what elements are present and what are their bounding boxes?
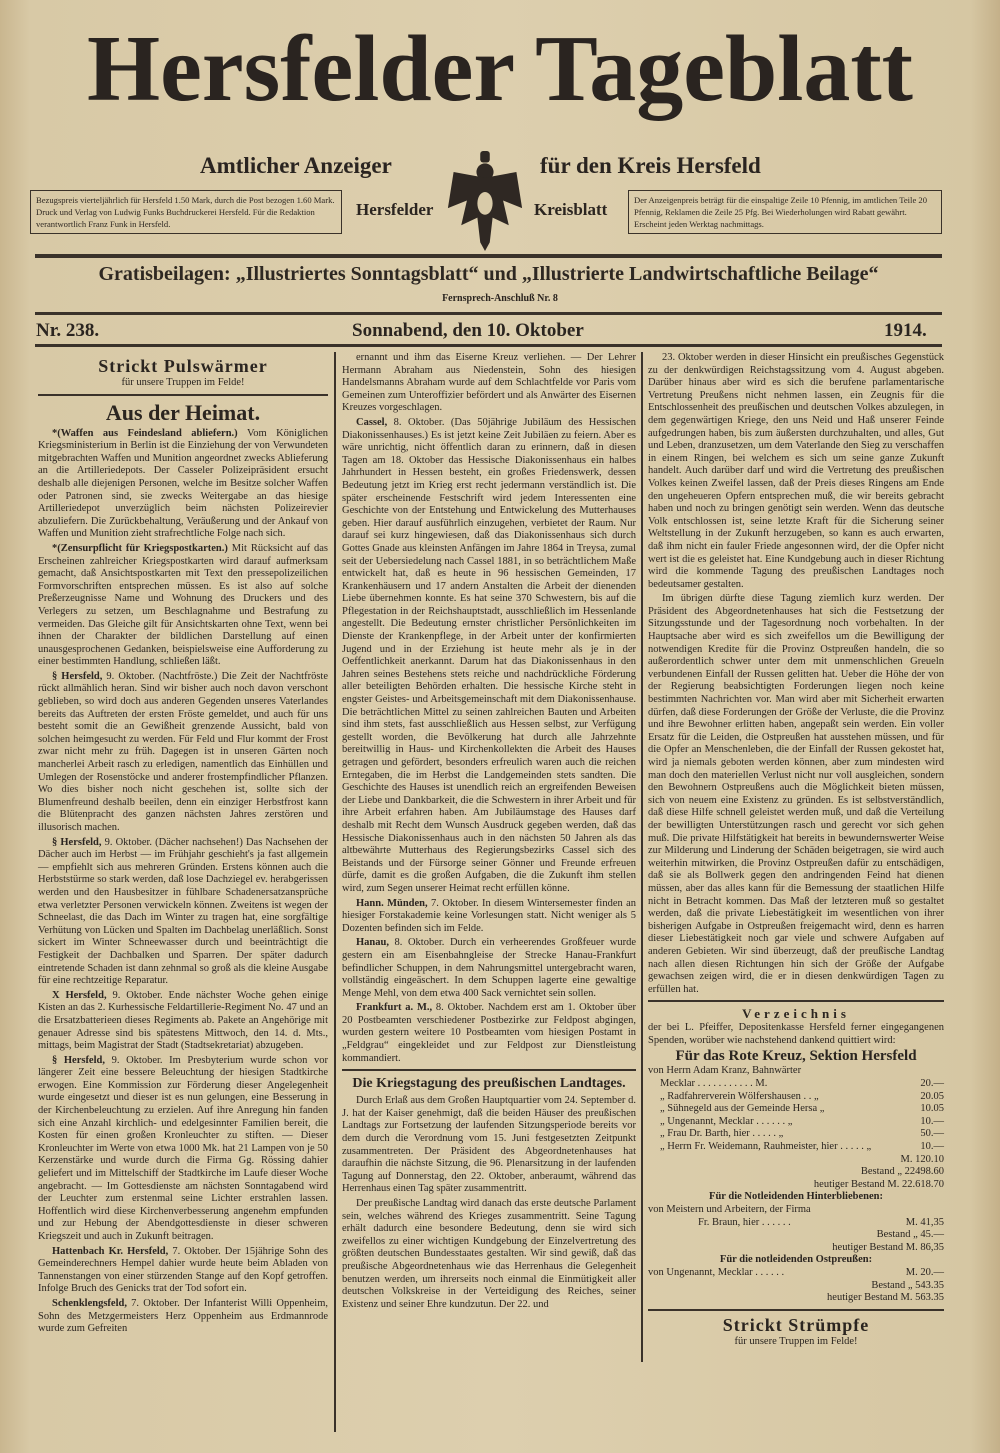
ad-struempfe-subtitle: für unsere Truppen im Felde! bbox=[734, 1335, 858, 1347]
column-rule bbox=[334, 352, 336, 1432]
donation-bestand: Bestand „ 543.35 bbox=[871, 1279, 944, 1291]
donation-line: von Meistern und Arbeitern, der Firma bbox=[648, 1204, 811, 1215]
ad-struempfe-title: Strickt Strümpfe bbox=[722, 1314, 870, 1335]
emblem-label-left: Hersfelder bbox=[356, 200, 434, 219]
paragraph-text: 9. Oktober. Ende nächster Woche gehen einige Kisten an das 2. Kurhessische Feldartillerie-Regiment No. 47 und an die Ersatzbatterieen dieses Regiments ab. Pakete an Angehörige mit genauer Adresse sind bis spätestens Mittwoch, den 14. d. Mts., mittags, beim Magistrat der Stadt (Stadtsekretariat) abzugeben. bbox=[38, 989, 328, 1052]
masthead-title: Hersfelder Tageblatt bbox=[87, 17, 913, 121]
donor: „ Radfahrerverein Wölfershausen . . „ bbox=[660, 1090, 819, 1102]
column-1 bbox=[38, 352, 328, 1338]
amount: 20.— bbox=[920, 1078, 944, 1090]
dateline: X Hersfeld, bbox=[52, 989, 107, 1001]
donation-item bbox=[648, 1103, 944, 1116]
news-paragraph bbox=[38, 837, 328, 988]
article-continuation bbox=[648, 352, 944, 996]
donation-subheading: Für die Notleidenden Hinterbliebenen: bbox=[709, 1191, 883, 1203]
dateline: Hann. Münden, bbox=[356, 897, 428, 909]
dateline: § Hersfeld, bbox=[52, 670, 103, 682]
amount: 10.05 bbox=[920, 1103, 944, 1115]
amount: 10.— bbox=[920, 1115, 944, 1127]
column-3 bbox=[648, 352, 944, 1350]
news-paragraph bbox=[342, 417, 636, 896]
news-paragraph bbox=[38, 671, 328, 835]
news-paragraph: Im übrigen dürfte diese Tagung ziemlich kurz werden. Der Präsident des Abgeordnetenhauses hat sich die Festsetzung der Sitzungsstunde und der Tagesordnung noch vorbehalten. In der Hauptsache aber wird es sich zweifellos um die Bewilligung der notwendigen Kredite für die Provinz Ostpreußen handeln, die so außerordentlich schwer unter dem mit unmenschlichen Greueln verbundenen Einfall der Russen gelitten hat. Ueber die Höhe der von der Regierung beabsichtigten Forderungen liegen noch keine bestimmten Nachrichten vor. Man wird aber mit Sicherheit erwarten dürfen, daß diese Forderungen der Größe der Verluste, die die Provinz und ihre Bewohner erlitten haben, angepaßt sein werden. Ein voller Ersatz für die Leiden, die Ostpreußen hat ausstehen müssen, und für die Opfer an Menschenleben, die der Einfall der Russen gekostet hat, wird ja niemals geboten werden können, aber zum mindesten wird man doch den materiellen Verlust nicht nur voll ausgleichen, sondern den Bewohnern Ostpreußens auch die Möglichkeit bieten müssen, sich von neuem eine Existenz zu gründen. Es ist selbstverständlich, daß diese Hilfe schnell geleistet werden muß, und daß die Verteilung der bewilligten Unterstützungen rasch und gerecht vor sich gehen muß. Die private Hilfstätigkeit hat bereits in bewundernswerter Weise zur Milderung und Linderung der Schäden beigetragen, sie wird auch weiterhin mitwirken, die Provinz Ostpreußen dafür zu entschädigen, daß sie als Bollwerk gegen den andringenden Feind hat dienen müssen, aber das alles kann für die Bemessung der staatlichen Hilfe nicht in Betracht kommen. Das Maß der letzteren muß so gestaltet werden, daß die private Liebestätigkeit im wesentlichen von ihrer bisherigen Aufgabe in Ostpreußen freigemacht wird, denn es harren dieser Liebestätigkeit noch gar viele und schwere Aufgaben auf anderen Gebieten. Wir sind überzeugt, daß der preußische Landtag nach allen diesen Richtungen hin sich der Größe der Aufgabe gewachsen zeigen wird, die er in diesen denkwürdigen Tagen zu erfüllen hat. bbox=[648, 593, 944, 995]
column-rule bbox=[641, 352, 643, 1362]
paragraph-text: 9. Oktober. (Nachtfröste.) Die Zeit der Nachtfröste rückt allmählich heran. Sind wir bisher auch noch davon verschont geblieben, so wird doch aus anderen Gegenden unseres Vaterlandes bereits das Auftreten der ersten Fröste gemeldet, und auch für uns besteht somit die an Gewißheit grenzende Aussicht, bald von solchen heimgesucht zu werden. Für Feld und Flur kommt der Frost zwar nicht mehr zu früh. Dagegen ist in unseren Gärten noch mancherlei Arbeit rasch zu erledigen, namentlich das Einhüllen und Umlegen der Rosenstöcke und anderer frostempfindlicher Pflanzen. Wo dies bisher noch nicht geschehen ist, sollte sich der Blumenfreund deshalb beeilen, denn ein einziger Herbstfrost kann die Blütenpracht des ganzen nächsten Jahres zerstören und illusorisch machen. bbox=[38, 670, 328, 833]
donation-bestand: Bestand „ 22498.60 bbox=[860, 1166, 944, 1178]
advertising-rates-box: Der Anzeigenpreis beträgt für die einspaltige Zeile 10 Pfennig, im amtlichen Teile 20 Pfennig, Reklamen die Zeile 25 Pfg. Bei Wiederholungen wird Rabatt gewährt. Erscheint jeden Werktag nachmittags. bbox=[628, 190, 942, 234]
donation-item bbox=[648, 1116, 944, 1129]
news-paragraph bbox=[342, 352, 636, 415]
news-paragraph: Durch Erlaß aus dem Großen Hauptquartier vom 24. September d. J. hat der Kaiser genehmigt, daß die beiden Häuser des preußischen Landtags zur Fortsetzung der laufenden Sitzungsperiode bereits vor dem durch die Verordnung vom 15. Juni festgesetzten Zeitpunkt zusammentreten. Der Präsident des Abgeordnetenhauses hat daraufhin die nächste Sitzung, die 96. Plenarsitzung in der laufenden Tagung auf Donnerstag, den 22. Oktober, anberaumt, während das Herrenhaus einen Tag später zusammentritt. bbox=[342, 1095, 636, 1195]
amount: 20.05 bbox=[920, 1090, 944, 1102]
divider bbox=[35, 312, 942, 315]
donation-sum: M. 120.10 bbox=[900, 1153, 944, 1165]
paragraph-text: 7. Oktober. Der 15jährige Sohn des Gemeinderechners Hempel dahier wurde heute beim Abladen von Tannenstangen von einer stürzenden Stange auf den Kopf getroffen. Infolge Bruch des Genicks trat der Tod sofort ein. bbox=[38, 1245, 328, 1295]
paragraph-text: 9. Oktober. (Dächer nachsehen!) Das Nachsehen der Dächer auch im Herbst — im Frühjahr geschieht's ja fast allgemein — empfiehlt sich aus mehreren Gründen. Erstens können auch die Herbststürme so stark werden, daß lose Dachziegel ev. herabgerissen werden und den Hausbesitzer in fühlbare Schadenersatzansprüche etwa verletzter Personen verwickeln können. Zweitens ist wegen der Schneelast, die das Dach im Winter zu tragen hat, eine sorgfältige Verhütung von Lücken und Spalten im Dachbelag unerläßlich. Sonst sickert im Winter Schneewasser durch und beeinträchtigt die Festigkeit der Dachbalken und Sparren. Der später dadurch eintretende Schaden ist dann zehnmal so groß als die kleine Ausgabe für eine rechtzeitige Reparatur. bbox=[38, 836, 328, 987]
paragraph-text: ernannt und ihm das Eiserne Kreuz verliehen. — Der Lehrer Hermann Abraham aus Niedenstein, Sohn des hiesigen Handelsmanns Abraham wurde auf dem Schlachtfelde vor Paris vom Gemeinen zum Unteroffizier befördert und als Anwärter des Eisernen Kreuzes vorgeschlagen. bbox=[342, 352, 636, 414]
divider bbox=[38, 394, 328, 396]
dateline: Frankfurt a. M., bbox=[356, 1002, 433, 1014]
donation-bestand: Bestand „ 45.— bbox=[876, 1229, 944, 1241]
telephone-line: Fernsprech-Anschluß Nr. 8 bbox=[442, 293, 558, 304]
paragraph-text: 8. Oktober. Durch ein verheerendes Großfeuer wurde gestern ein am Eisenbahngleise der Strecke Hanau-Frankfurt befindlicher Schuppen, in dem Nahrungsmittel untergebracht waren, vollständig eingeäschert. In dem Schuppen lagerte eine gewaltige Menge Mehl, von dem etwa 400 Sack vernichtet sein sollen. bbox=[342, 937, 636, 999]
news-items bbox=[342, 352, 636, 1065]
paragraph-text: Mit Rücksicht auf das Erscheinen zahlreicher Kriegspostkarten wird darauf aufmerksam gemacht, daß Ansichtspostkarten mit Text den pressepolizeilichen Formvorschriften entsprechen müssen. Es ist also auf solche Preßerzeugnisse Name und Wohnung des Druckers und des Verlegers zu setzen, um Beschlagnahme und Bestrafung zu vermeiden. Das Gleiche gilt für Ansichtskarten ohne Text, wenn bei ihnen der Charakter der bildlichen Darstellung auf einen unausgesprochenen Gedanken, beispielsweise eine Aufforderung zu einer bestimmten Handlung, schließen läßt. bbox=[38, 542, 328, 668]
donation-item bbox=[648, 1141, 944, 1154]
masthead-subtitle-left: Amtlicher Anzeiger bbox=[200, 153, 392, 178]
eagle-emblem-icon bbox=[446, 150, 524, 252]
donor: Fr. Braun, hier . . . . . . bbox=[698, 1216, 791, 1228]
donation-subheading: Für die notleidenden Ostpreußen: bbox=[719, 1254, 873, 1266]
news-paragraph bbox=[342, 1002, 636, 1065]
dateline: Hanau, bbox=[356, 937, 389, 949]
ad-pulswaermer-subtitle: für unsere Truppen im Felde! bbox=[121, 377, 245, 388]
news-paragraph: Der preußische Landtag wird danach das erste deutsche Parlament sein, welches während des Krieges zusammentritt. Seine Tagung erhält dadurch eine besondere Bedeutung, denn sie wird sich zweifellos zu einer wichtigen Kundgebung der Einzelvertretung des größten deutschen Bundesstaates gestalten. Wir sind gewiß, daß das preußische Abgeordnetenhaus wie das Herrenhaus die Gelegenheit benutzen werden, um ihrerseits noch einmal die Einmütigkeit aller deutschen Volkskreise in der Verteidigung des Reiches, seiner Existenz und seiner Ehre kundzutun. Der 22. und bbox=[342, 1198, 636, 1310]
donation-item bbox=[648, 1078, 944, 1091]
donation-list bbox=[648, 1006, 944, 1304]
masthead-subtitle-right: für den Kreis Hersfeld bbox=[540, 153, 761, 178]
dateline: Hattenbach Kr. Hersfeld, bbox=[52, 1245, 169, 1257]
emblem-label-right: Kreisblatt bbox=[534, 200, 608, 219]
news-paragraph bbox=[38, 990, 328, 1053]
amount: 50.— bbox=[920, 1128, 944, 1140]
donor: „ Sühnegeld aus der Gemeinde Hersa „ bbox=[660, 1103, 825, 1115]
donation-items bbox=[648, 1078, 944, 1154]
divider bbox=[35, 344, 942, 347]
dateline: Schenklengsfeld, bbox=[52, 1297, 127, 1309]
issue-year: 1914. bbox=[884, 320, 927, 341]
ad-pulswaermer-title: Strickt Pulswärmer bbox=[98, 356, 268, 376]
donation-item bbox=[648, 1217, 944, 1230]
news-paragraph bbox=[38, 428, 328, 541]
news-paragraph: 23. Oktober werden in dieser Hinsicht ein preußisches Gegenstück zu der denkwürdigen Reichstagssitzung vom 4. August abgeben. Darüber hinaus aber wird es sich die berufene parlamentarische Vertretung Preußens nicht nehmen lassen, ein Zeugnis für die Entschlossenheit des preußischen und deutschen Volkes abzulegen, in dem gegenwärtigen Kriege, den uns Neid und Haß unserer Feinde aufgedrungen haben, bis zum äußersten durchzuhalten, und alles, Gut und Leben, dranzusetzen, um dem Vaterlande den Sieg zu verschaffen in einem Ringen, bei welchem es sich um seine ganze Zukunft handelt. Auch darüber darf und wird die Vertretung des preußischen Volkes keinen Zweifel lassen, daß der Preis dieses Ringens am Ende den ungeheueren Opfern entsprechen muß, die wir bereits gebracht haben und noch zu bringen genötigt sein werden. Wenn das deutsche Volk entschlossen ist, seine letzte Kraft für die Sicherung seiner Weltstellung in der Zukunft herzugeben, so kann es auch erwarten, daß ihm nicht ein fauler Friede angesonnen wird, der die Opfer nicht wert ist die es geleistet hat. Eine Kundgebung auch in dieser Richtung wird die kommende Tagung des preußischen Landtages noch bedeutsamer gestalten. bbox=[648, 352, 944, 590]
news-paragraph bbox=[342, 937, 636, 1000]
donation-list-title: Verzeichnis bbox=[742, 1006, 850, 1022]
article-title: Die Kriegstagung des preußischen Landtages. bbox=[352, 1076, 626, 1092]
donation-item bbox=[648, 1267, 944, 1280]
divider bbox=[342, 1069, 636, 1071]
red-cross-heading: Für das Rote Kreuz, Sektion Hersfeld bbox=[675, 1048, 917, 1065]
amount: 10.— bbox=[920, 1141, 944, 1153]
paragraph-text: 9. Oktober. Im Presbyterium wurde schon vor längerer Zeit eine bessere Beleuchtung der hiesigen Stadtkirche erwogen. Eine Kommission zur Förderung dieser Angelegenheit wurde eingesetzt und dieser ist es nun gelungen, eine Besserung in der Kirchenbeleuchtung zu erzielen. Auf ihre Anregung hin fanden sich eine Anzahl kirchlich- und edelgesinnter Familien bereit, die Kosten für einen großen Kronleuchter zu stiften. — Dieser Kronleuchter im Werte von etwa 1000 Mk. hat 21 Lampen von je 50 Kerzenstärke und wurde durch die Firma Gg. Rössing dahier geliefert und im Mittelschiff der Stadtkirche im Laufe dieser Woche angebracht. — Im Gottesdienste am nächsten Sonntagabend wird der Leuchter zum erstenmal seine Lichter erstrahlen lassen. Hoffentlich wird diese Kirchenverbesserung angenehm empfunden und zur Hebung der Abendgottesdienste in dieser schweren Kriegszeit und auch in Zukunft beitragen. bbox=[38, 1054, 328, 1242]
dateline: § Hersfeld, bbox=[52, 1054, 105, 1066]
donation-total: heutiger Bestand M. 563.35 bbox=[827, 1292, 944, 1304]
donation-total: heutiger Bestand M. 86,35 bbox=[832, 1241, 944, 1253]
donor: „ Herrn Fr. Weidemann, Rauhmeister, hier . . . . . „ bbox=[660, 1141, 872, 1153]
news-paragraph bbox=[38, 1246, 328, 1296]
donation-item bbox=[648, 1128, 944, 1141]
news-paragraph bbox=[38, 543, 328, 669]
donation-item bbox=[648, 1091, 944, 1104]
news-paragraph bbox=[342, 898, 636, 936]
amount: M. 20.— bbox=[905, 1266, 944, 1278]
donation-list-intro: der bei L. Pfeiffer, Depositenkasse Hersfeld ferner eingegangenen Spenden, worüber wie nachstehend dankend quittiert wird: bbox=[648, 1022, 944, 1046]
donation-line: von Herrn Adam Kranz, Bahnwärter bbox=[648, 1065, 802, 1077]
amount: M. 41,35 bbox=[905, 1216, 944, 1228]
paragraph-text: Vom Königlichen Kriegsministerium in Berlin ist die Einziehung der von Verwundeten mitgebrachten Waffen und Munition angeordnet zwecks Ablieferung an die Artilleriedepots. Der Casseler Polizeipräsident ersucht deshalb alle diejenigen Personen, welche im Besitze solcher Waffen oder Patronen sind, sie zwecks Weitergabe an das hiesige Artilleriedepot unverzüglich beim nächsten Polizeirevier abzuliefern. Die Zurückbehaltung, Veräußerung und der Ankauf von Waffen und Munition zieht strafrechtliche Folge nach sich. bbox=[38, 427, 328, 540]
donor: „ Ungenannt, Mecklar . . . . . . „ bbox=[660, 1115, 793, 1127]
supplements-line: Gratisbeilagen: „Illustriertes Sonntagsblatt“ und „Illustrierte Landwirtschaftliche Beilage“ bbox=[98, 263, 879, 285]
divider bbox=[648, 1000, 944, 1002]
donor: „ Frau Dr. Barth, hier . . . . . „ bbox=[660, 1128, 784, 1140]
issue-number: Nr. 238. bbox=[36, 320, 100, 341]
section-heading: Aus der Heimat. bbox=[105, 399, 261, 425]
issue-date: Sonnabend, den 10. Oktober bbox=[352, 320, 584, 341]
paragraph-text: 8. Oktober. (Das 50jährige Jubiläum des Hessischen Diakonissenhauses.) Es ist jetzt keine Zeit Jubiläen zu feiern. Aber es wäre unrichtig, nicht öffentlich daran zu erinnern, daß in diesen Tagen am 18. Oktober das Hessische Diakonissenhaus ein halbes Jahrhundert in Hessen besteht, ein großes Friedenswerk, dessen Bedeutung jetzt im Krieg erst recht jedermann verständlich ist. Die später erscheinende Festschrift wird jedem Interessenten eine Geschichte von der Entstehung und Entwickelung des Mutterhauses geben. Hier darauf ausführlich einzugehen, verbietet der Raum. Nur darauf sei kurz hingewiesen, daß das Diakonissenhaus sich durch Gottes Gnade aus kleinsten Anfängen im Jahre 1864 in Treysa, zumal seit der Uebersiedelung nach Cassel 1881, in so beträchtlichem Maße entwickelt hat, daß es heute in 96 hessischen Gemeinden, 17 Krankenhäusern und 17 andern Anstalten die Arbeit der dienenden Liebe übernehmen konnte. Es hat seine 370 Schwestern, bis auf die Pflegestation in der Reichshauptstadt, ausschließlich im Hessenlande angestellt. Die Bedeutung ernster christlicher Persönlichkeiten im Dienste der Krankenpflege, in der Arbeit unter der konfirmierten Jugend und in der Erziehung ist heute mehr als je in der Oeffentlichkeit anerkannt. Darum hat das Diakonissenhaus in den Jahren seines Bestehens stets reiche und nachdrückliche Förderung aller beteiligten Behörden erhalten. Die hessische Kirche steht in engster Geistes- und Arbeitsgemeinschaft mit dem Diakonissenhause. Die beträchtlichen Mittel zu seinen zahlreichen Bauten und Arbeiten sind ihm stets, fast ausschließlich aus Hessen selbst, zur Verfügung gestellt worden, die Bevölkerung hat durch alle Jahrzehnte bereitwillig in Haus- und Kirchenkollekten die Arbeit des Hauses getragen und gefördert, besonders erfreulich waren auch die reichen Erntegaben, die im Herbst die Landgemeinden stets sandten. Die Geschichte des Hauses ist unendlich reich an ergreifenden Beweisen der Liebe und Dankbarkeit, die die Schwestern in ihrer Arbeit und für ihre Arbeit erfahren haben. Am Jubiläumstage des Hauses darf deshalb mit Recht dem Wunsch Ausdruck gegeben werden, daß das Hessische Diakonissenhaus auch in den nächsten 50 Jahren als das altbewährte Mutterhaus des Regierungsbezirks Cassel sich des Beistands und der Fürsorge seiner Gönner und Freunde erfreuen dürfe, damit es die großen Aufgaben, die die Zukunft ihm stellen wird, zum Segen unserer Heimat recht erfüllen könne. bbox=[342, 416, 636, 894]
donation-total: heutiger Bestand M. 22.618.70 bbox=[813, 1178, 944, 1190]
news-paragraph bbox=[38, 1298, 328, 1336]
news-items bbox=[38, 428, 328, 1336]
donor: Mecklar . . . . . . . . . . . M. bbox=[660, 1078, 768, 1090]
subscription-box: Bezugspreis vierteljährlich für Hersfeld 1.50 Mark, durch die Post bezogen 1.60 Mark. Druck und Verlag von Ludwig Funks Buchdruckerei Hersfeld. Für die Redaktion verantwortlich Franz Funk in Hersfeld. bbox=[30, 190, 342, 234]
news-paragraph bbox=[38, 1055, 328, 1244]
dateline: § Hersfeld, bbox=[52, 836, 102, 848]
paragraph-text: 7. Oktober. Der Infanterist Willi Oppenheim, Sohn des Metzgermeisters Herz Oppenheim aus Erdmannrode wurde zum Gefreiten bbox=[38, 1297, 328, 1335]
divider bbox=[35, 254, 942, 258]
column-2 bbox=[342, 352, 636, 1313]
paragraph-text: 8. Oktober. Nachdem erst am 1. Oktober über 20 Postbeamten verschiedener Postbezirke zur Feldpost abgingen, wurden gestern weitere 10 Postbeamten vom hiesigen Postamt in „Feldgrau“ eingekleidet und zur Feldpost zur Dienstleistung kommandiert. bbox=[342, 1002, 636, 1064]
paragraph-text: 7. Oktober. In diesem Wintersemester finden an hiesiger Forstakademie keine Vorlesungen statt. Nicht weniger als 5 Dozenten befinden sich im Felde. bbox=[342, 897, 636, 934]
divider bbox=[648, 1309, 944, 1311]
article-body bbox=[342, 1095, 636, 1311]
donor: von Ungenannt, Mecklar . . . . . . bbox=[648, 1266, 785, 1278]
dateline: Cassel, bbox=[356, 416, 388, 428]
dateline: *(Waffen aus Feindesland abliefern.) bbox=[52, 427, 238, 439]
dateline: *(Zensurpflicht für Kriegspostkarten.) bbox=[52, 542, 228, 554]
